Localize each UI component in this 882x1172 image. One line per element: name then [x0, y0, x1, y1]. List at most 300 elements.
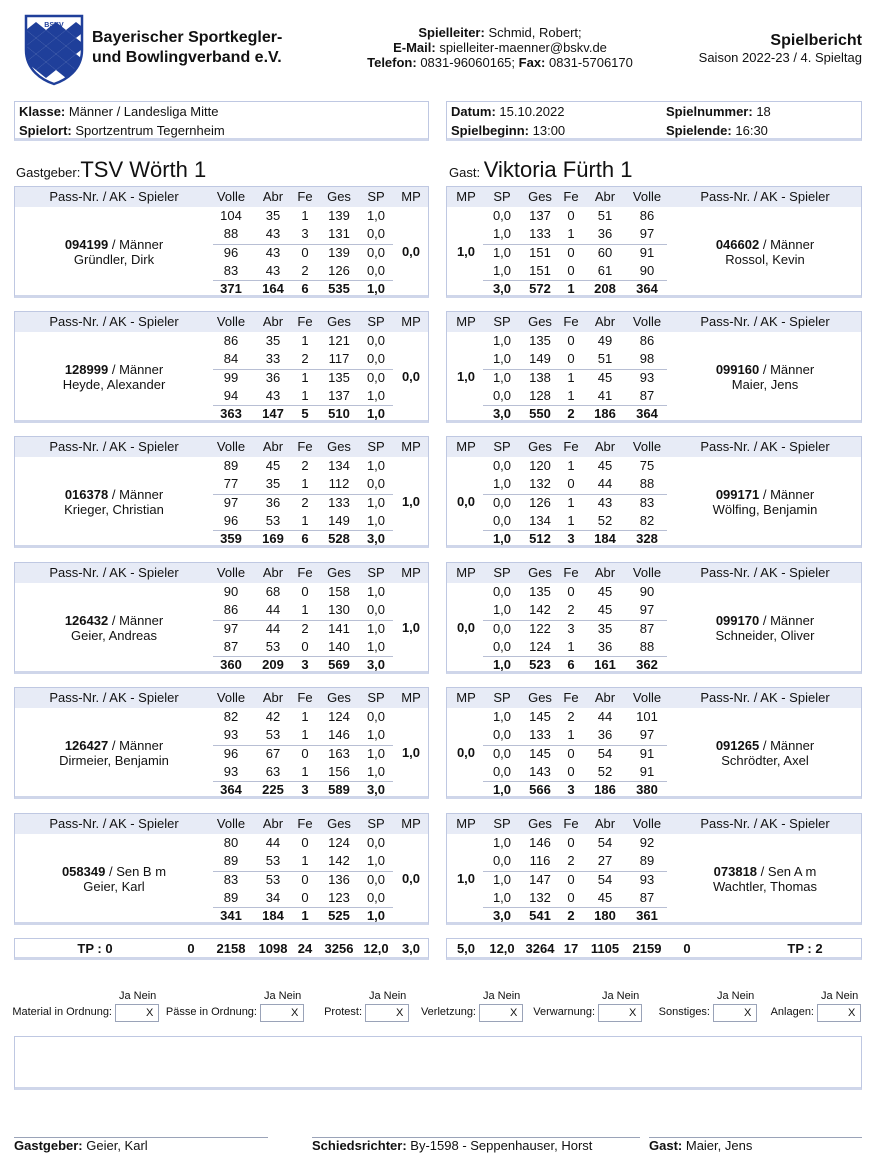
score-cell: 93	[223, 727, 239, 743]
age-class: / Männer	[762, 237, 815, 252]
referee-signature	[312, 1138, 592, 1153]
column-header-cell: MP	[456, 816, 476, 831]
column-header-cell: Volle	[632, 816, 662, 831]
column-header-cell: Volle	[632, 565, 662, 580]
check-box-3[interactable]	[365, 1004, 409, 1022]
total-cell: 380	[636, 782, 658, 798]
score-cell: 43	[597, 494, 613, 510]
score-cell: 44	[265, 620, 281, 636]
score-cell: 0	[567, 835, 575, 850]
total-cell: 184	[594, 531, 616, 547]
column-header-cell: MP	[401, 439, 421, 454]
report-heading	[699, 31, 862, 65]
score-cell: 1,0	[492, 333, 512, 348]
column-header-cell: Pass-Nr. / AK - Spieler	[700, 439, 830, 454]
total-cell: 523	[529, 657, 551, 673]
home-game-block	[14, 311, 429, 423]
away-team-title	[449, 157, 632, 183]
away-player	[669, 362, 861, 392]
phone-label: Telefon:	[367, 55, 417, 70]
total-cell: 3,0	[366, 531, 386, 547]
away-game-block	[446, 687, 862, 799]
score-cell: 1	[301, 512, 309, 528]
score-cell: 52	[597, 512, 613, 528]
row-separator	[483, 494, 667, 495]
home-game-block	[14, 436, 429, 548]
column-header-cell: Pass-Nr. / AK - Spieler	[700, 816, 830, 831]
score-cell: 1,0	[492, 244, 512, 260]
check-box-7[interactable]	[817, 1004, 861, 1022]
score-cell: 0,0	[366, 369, 386, 385]
column-header-cell: Pass-Nr. / AK - Spieler	[49, 189, 179, 204]
score-cell: 151	[529, 244, 551, 260]
score-cell: 1,0	[492, 262, 512, 278]
score-cell: 0	[301, 244, 309, 260]
column-header-cell: MP	[456, 565, 476, 580]
column-header-cell: MP	[456, 690, 476, 705]
score-cell: 1	[301, 763, 309, 779]
total-cell: 1	[301, 908, 309, 924]
score-cell: 1,0	[366, 208, 386, 223]
column-header-cell: Fe	[563, 690, 579, 705]
home-totals	[14, 938, 429, 960]
pass-number: 094199	[64, 237, 109, 252]
row-separator	[213, 280, 393, 281]
away-totals	[446, 938, 862, 960]
score-cell: 41	[597, 387, 613, 403]
score-cell: 45	[597, 602, 613, 618]
score-cell: 151	[529, 262, 551, 278]
score-cell: 0,0	[366, 244, 386, 260]
pass-number: 099170	[715, 613, 760, 628]
total-cell: 3	[301, 782, 309, 798]
score-cell: 1	[567, 638, 575, 654]
total-cell: 6	[301, 281, 309, 297]
age-class: / Männer	[762, 487, 815, 502]
score-cell: 67	[265, 745, 281, 761]
score-cell: 1,0	[366, 745, 386, 761]
total-cell: 6	[301, 531, 309, 547]
score-cell: 61	[597, 262, 613, 278]
yes-no-header: Ja Nein	[369, 990, 407, 1002]
player-name: Wachtler, Thomas	[712, 879, 818, 894]
check-mark: X	[744, 1007, 752, 1019]
score-cell: 1,0	[366, 387, 386, 403]
pass-number: 099160	[715, 362, 760, 377]
score-cell: 1,0	[492, 351, 512, 367]
away-game-block	[446, 813, 862, 925]
total-cell: 3	[301, 657, 309, 673]
score-cell: 36	[597, 226, 613, 242]
column-header-cell: Ges	[528, 816, 552, 831]
column-header-cell: SP	[493, 189, 511, 204]
yes-no-header: Ja Nein	[264, 990, 302, 1002]
score-cell: 86	[223, 333, 239, 348]
score-cell: 1	[301, 709, 309, 724]
score-cell: 0,0	[492, 727, 512, 743]
pass-number: 126432	[64, 613, 109, 628]
report-title: Spielbericht	[770, 32, 862, 49]
column-header-cell: Ges	[528, 439, 552, 454]
total-cell: 359	[220, 531, 242, 547]
check-label: Anlagen:	[770, 1006, 814, 1018]
yes-no-header: Ja Nein	[483, 990, 521, 1002]
total-cell: 510	[328, 406, 350, 422]
column-header-cell: Ges	[327, 439, 351, 454]
home-column-header	[15, 437, 428, 457]
row-separator	[213, 907, 393, 908]
total-cell: 6	[567, 657, 575, 673]
total-cell: 1,0	[366, 406, 386, 422]
nummer-label: Spielnummer:	[666, 104, 753, 119]
player-name: Wölfing, Benjamin	[712, 502, 818, 517]
score-cell: 2	[301, 262, 309, 278]
player-name: Rossol, Kevin	[725, 252, 805, 267]
score-cell: 0	[567, 745, 575, 761]
home-player	[17, 738, 211, 768]
score-cell: 1,0	[366, 763, 386, 779]
score-cell: 104	[220, 208, 242, 223]
score-cell: 0,0	[366, 889, 386, 905]
score-cell: 117	[328, 351, 350, 367]
score-cell: 1,0	[366, 494, 386, 510]
score-cell: 44	[597, 476, 613, 492]
score-cell: 1	[301, 333, 309, 348]
check-box-2[interactable]	[260, 1004, 304, 1022]
column-header-cell: MP	[456, 189, 476, 204]
total-cell: 3,0	[366, 782, 386, 798]
total-cell: 225	[262, 782, 284, 798]
logo-lettering: BSKV	[44, 22, 64, 29]
away-column-header	[447, 437, 861, 457]
score-cell: 130	[328, 602, 350, 618]
row-separator	[483, 620, 667, 621]
score-cell: 1,0	[366, 727, 386, 743]
home-total-mp: 3,0	[401, 941, 421, 956]
column-header-cell: Pass-Nr. / AK - Spieler	[49, 690, 179, 705]
total-cell: 3,0	[492, 908, 512, 924]
leiter-label: Spielleiter:	[418, 25, 485, 40]
score-cell: 0,0	[366, 835, 386, 850]
score-cell: 53	[265, 638, 281, 654]
score-cell: 53	[265, 512, 281, 528]
column-header-cell: Abr	[262, 314, 284, 329]
score-cell: 33	[265, 351, 281, 367]
row-separator	[213, 244, 393, 245]
check-box-5[interactable]	[598, 1004, 642, 1022]
age-class: / Männer	[762, 613, 815, 628]
score-cell: 145	[529, 709, 551, 724]
total-cell: 589	[328, 782, 350, 798]
home-signature-label: Gastgeber:	[14, 1138, 83, 1153]
column-header-cell: Ges	[327, 189, 351, 204]
score-cell: 53	[265, 727, 281, 743]
home-player	[17, 487, 211, 517]
score-cell: 1	[301, 387, 309, 403]
score-cell: 1,0	[492, 476, 512, 492]
score-cell: 45	[597, 458, 613, 473]
player-name: Geier, Karl	[83, 879, 145, 894]
player-name: Heyde, Alexander	[62, 377, 166, 392]
total-cell: 525	[328, 908, 350, 924]
score-cell: 43	[265, 262, 281, 278]
score-cell: 86	[223, 602, 239, 618]
column-header-cell: Fe	[563, 314, 579, 329]
score-cell: 0,0	[492, 763, 512, 779]
check-label: Verletzung:	[420, 1006, 476, 1018]
row-separator	[213, 745, 393, 746]
column-header-cell: SP	[367, 314, 385, 329]
check-mark: X	[146, 1007, 154, 1019]
total-cell: 186	[594, 782, 616, 798]
score-cell: 142	[328, 853, 350, 869]
score-cell: 1,0	[492, 889, 512, 905]
score-cell: 135	[529, 584, 551, 599]
column-header-cell: SP	[493, 565, 511, 580]
score-cell: 0	[567, 584, 575, 599]
score-cell: 97	[639, 727, 655, 743]
score-cell: 51	[597, 351, 613, 367]
score-cell: 1,0	[366, 584, 386, 599]
score-cell: 1	[301, 208, 309, 223]
score-cell: 92	[639, 835, 655, 850]
total-cell: 161	[594, 657, 616, 673]
total-cell: 1,0	[492, 657, 512, 673]
column-header-cell: Abr	[594, 314, 616, 329]
score-cell: 123	[328, 889, 350, 905]
score-cell: 0	[301, 889, 309, 905]
score-cell: 88	[639, 476, 655, 492]
score-cell: 122	[529, 620, 551, 636]
home-game-block	[14, 562, 429, 674]
leiter-value: Schmid, Robert;	[488, 25, 582, 40]
check-label: Verwarnung:	[533, 1006, 595, 1018]
column-header-cell: Volle	[632, 314, 662, 329]
score-cell: 82	[639, 512, 655, 528]
column-header-cell: Fe	[297, 690, 313, 705]
total-cell: 1,0	[492, 782, 512, 798]
column-header-cell: Volle	[216, 565, 246, 580]
column-header-cell: Abr	[262, 816, 284, 831]
score-cell: 135	[529, 333, 551, 348]
ref-signature-label: Schiedsrichter:	[312, 1138, 407, 1153]
column-header-cell: Fe	[563, 816, 579, 831]
total-cell: 566	[529, 782, 551, 798]
score-cell: 1,0	[492, 871, 512, 887]
away-match-points: 1,0	[456, 369, 476, 384]
score-cell: 93	[639, 369, 655, 385]
score-cell: 1,0	[492, 835, 512, 850]
score-cell: 1	[567, 512, 575, 528]
away-player	[669, 613, 861, 643]
score-cell: 1	[301, 853, 309, 869]
total-cell: 1,0	[366, 281, 386, 297]
column-header-cell: Fe	[297, 816, 313, 831]
age-class: / Sen B m	[108, 864, 167, 879]
away-signature-value: Maier, Jens	[685, 1138, 753, 1153]
score-cell: 0,0	[366, 476, 386, 492]
score-cell: 0	[567, 889, 575, 905]
score-cell: 53	[265, 871, 281, 887]
score-cell: 89	[223, 853, 239, 869]
pass-number: 128999	[64, 362, 109, 377]
score-cell: 145	[529, 745, 551, 761]
score-cell: 97	[639, 602, 655, 618]
check-mark: X	[848, 1007, 856, 1019]
row-separator	[483, 530, 667, 531]
score-cell: 1	[301, 476, 309, 492]
score-cell: 1	[567, 458, 575, 473]
score-cell: 54	[597, 745, 613, 761]
score-cell: 54	[597, 871, 613, 887]
total-cell: 3,0	[366, 657, 386, 673]
home-game-block	[14, 687, 429, 799]
score-cell: 1,0	[366, 620, 386, 636]
score-cell: 89	[223, 458, 239, 473]
score-cell: 1,0	[492, 709, 512, 724]
score-cell: 3	[567, 620, 575, 636]
away-team-prefix: Gast:	[449, 165, 481, 180]
row-separator	[213, 494, 393, 495]
score-cell: 35	[265, 333, 281, 348]
total-cell: 341	[220, 908, 242, 924]
column-header-cell: Abr	[594, 439, 616, 454]
score-cell: 88	[639, 638, 655, 654]
total-cell: 371	[220, 281, 242, 297]
column-header-cell: SP	[367, 189, 385, 204]
column-header-cell: Pass-Nr. / AK - Spieler	[700, 314, 830, 329]
score-cell: 0	[567, 244, 575, 260]
total-cell: 1,0	[366, 908, 386, 924]
age-class: / Männer	[111, 362, 164, 377]
notes-area[interactable]	[14, 1036, 862, 1090]
score-cell: 1	[567, 369, 575, 385]
score-cell: 98	[639, 351, 655, 367]
total-cell: 147	[262, 406, 284, 422]
pass-number: 126427	[64, 738, 109, 753]
away-player	[669, 237, 861, 267]
home-column-header	[15, 187, 428, 207]
home-match-points: 0,0	[401, 871, 421, 886]
score-cell: 149	[529, 351, 551, 367]
total-cell: 169	[262, 531, 284, 547]
score-cell: 1	[301, 602, 309, 618]
score-cell: 0,0	[366, 262, 386, 278]
score-cell: 99	[223, 369, 239, 385]
score-cell: 43	[265, 244, 281, 260]
check-box-1[interactable]	[115, 1004, 159, 1022]
score-cell: 91	[639, 763, 655, 779]
home-player	[17, 864, 211, 894]
score-cell: 54	[597, 835, 613, 850]
check-mark: X	[396, 1007, 404, 1019]
column-header-cell: Ges	[528, 690, 552, 705]
score-cell: 126	[328, 262, 350, 278]
check-label: Material in Ordnung:	[12, 1006, 112, 1018]
org-line-2: und Bowlingverband e.V.	[92, 49, 282, 66]
check-mark: X	[629, 1007, 637, 1019]
home-total-abr: 1098	[258, 941, 288, 956]
age-class: / Männer	[111, 613, 164, 628]
fax-label: Fax:	[518, 55, 546, 70]
score-cell: 49	[597, 333, 613, 348]
ende-value: 16:30	[735, 123, 768, 138]
column-header-cell: MP	[401, 314, 421, 329]
score-cell: 0	[567, 208, 575, 223]
score-cell: 44	[597, 709, 613, 724]
email-label: E-Mail:	[393, 40, 436, 55]
column-header-cell: Abr	[594, 690, 616, 705]
spielort-value: Sportzentrum Tegernheim	[75, 123, 225, 138]
score-cell: 140	[328, 638, 350, 654]
score-cell: 1	[301, 727, 309, 743]
column-header-cell: Abr	[594, 189, 616, 204]
column-header-cell: Ges	[528, 189, 552, 204]
fax-value: 0831-5706170	[549, 55, 633, 70]
score-cell: 158	[328, 584, 350, 599]
away-signature-label: Gast:	[649, 1138, 683, 1153]
score-cell: 93	[223, 763, 239, 779]
away-column-header	[447, 814, 861, 834]
home-tp: TP : 0	[77, 941, 113, 956]
bskv-logo	[22, 10, 86, 86]
score-cell: 44	[265, 602, 281, 618]
score-cell: 0	[301, 871, 309, 887]
column-header-cell: Ges	[327, 565, 351, 580]
score-cell: 124	[529, 638, 551, 654]
column-header-cell: SP	[493, 314, 511, 329]
score-cell: 134	[529, 512, 551, 528]
score-cell: 0,0	[492, 512, 512, 528]
away-total-abr: 1105	[590, 941, 620, 956]
total-cell: 186	[594, 406, 616, 422]
datum-value: 15.10.2022	[499, 104, 565, 119]
column-header-cell: Ges	[528, 314, 552, 329]
score-cell: 0	[567, 763, 575, 779]
total-cell: 3	[567, 531, 575, 547]
season-info: Saison 2022-23 / 4. Spieltag	[698, 50, 862, 65]
score-cell: 1	[301, 369, 309, 385]
player-name: Geier, Andreas	[71, 628, 157, 643]
score-cell: 136	[328, 871, 350, 887]
score-cell: 63	[265, 763, 281, 779]
score-cell: 139	[328, 208, 350, 223]
email-value[interactable]: spielleiter-maenner@bskv.de	[439, 40, 607, 55]
total-cell: 361	[636, 908, 658, 924]
score-cell: 97	[223, 494, 239, 510]
home-team-prefix: Gastgeber:	[16, 165, 81, 180]
total-cell: 364	[636, 281, 658, 297]
score-cell: 2	[301, 351, 309, 367]
away-total-volle: 2159	[632, 941, 662, 956]
check-box-4[interactable]	[479, 1004, 523, 1022]
score-cell: 45	[597, 584, 613, 599]
score-cell: 126	[529, 494, 551, 510]
total-cell: 3	[567, 782, 575, 798]
away-column-header	[447, 187, 861, 207]
check-label: Sonstiges:	[658, 1006, 710, 1018]
spielort-label: Spielort:	[19, 123, 72, 138]
score-cell: 0,0	[366, 709, 386, 724]
player-name: Maier, Jens	[731, 377, 799, 392]
score-cell: 0	[301, 584, 309, 599]
score-cell: 141	[328, 620, 350, 636]
score-cell: 1,0	[492, 602, 512, 618]
column-header-cell: SP	[493, 816, 511, 831]
check-box-6[interactable]	[713, 1004, 757, 1022]
total-cell: 535	[328, 281, 350, 297]
organization-name	[92, 28, 282, 68]
